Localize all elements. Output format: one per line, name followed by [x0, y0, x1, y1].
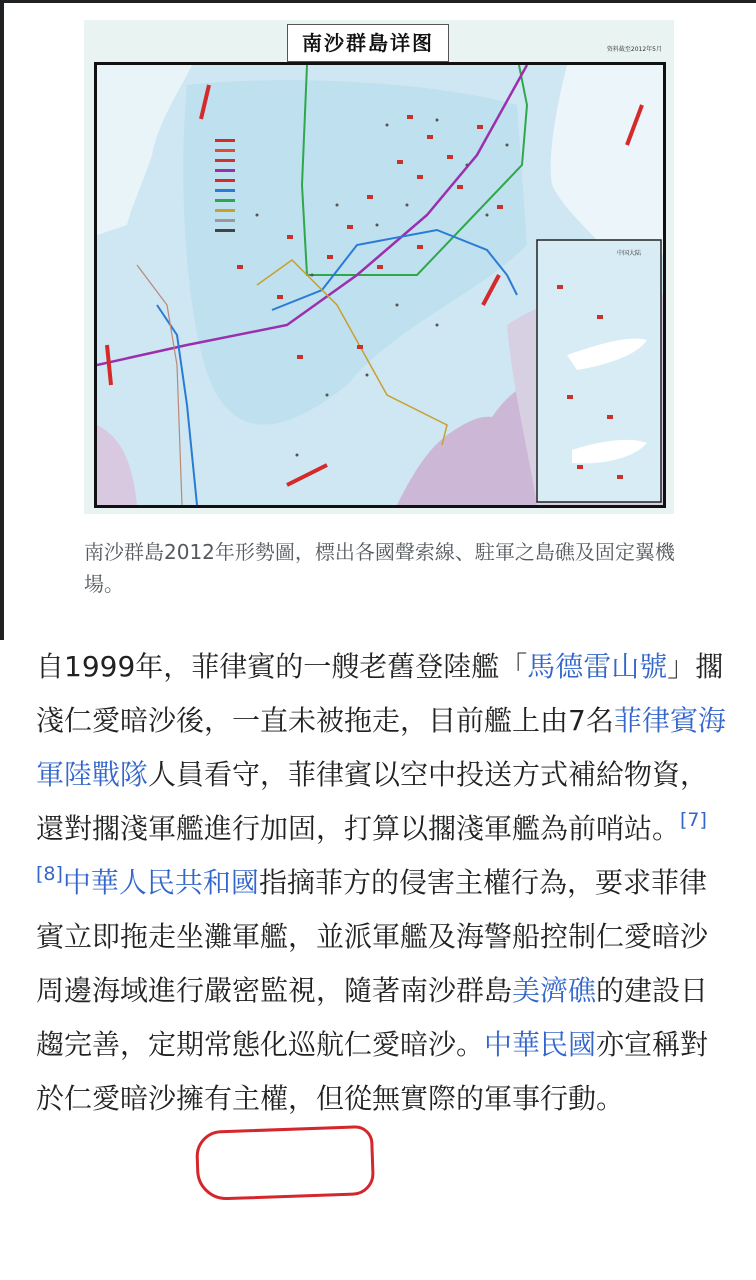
link-prc[interactable]: 中華人民共和國 — [62, 866, 259, 899]
link-mischief-reef[interactable]: 美濟礁 — [512, 974, 597, 1007]
map-title: 南沙群島详图 — [287, 24, 449, 62]
text-segment: 指摘菲方的侵害主權行為，要求菲律賓立即拖走坐灘軍艦，並派軍艦及海警船控制仁愛暗沙周邊海域進行嚴密監視，隨著南沙群島 — [36, 866, 709, 1007]
map-figure[interactable] — [84, 20, 674, 514]
text-segment: 」擱淺仁愛暗沙後，一直未被拖走，目前艦上由7名 — [36, 650, 724, 737]
map-image — [94, 62, 666, 508]
left-border — [0, 0, 4, 640]
link-brp-sierra-madre[interactable]: 馬德雷山號 — [527, 650, 668, 683]
link-philippine-marine-corps[interactable]: 菲律賓海軍陸戰隊 — [36, 704, 726, 791]
top-border — [0, 0, 756, 3]
figure-caption: 南沙群島2012年形勢圖，標出各國聲索線、駐軍之島礁及固定翼機場。 — [84, 540, 675, 596]
text-segment: 的建設日趨完善，定期常態化巡航仁愛暗沙。 — [36, 974, 709, 1061]
inset-label: 中国大陆 — [617, 250, 642, 257]
map-date-note: 资料截至2012年5月 — [606, 46, 662, 53]
text-segment: 人員看守，菲律賓以空中投送方式補給物資，還對擱淺軍艦進行加固，打算以擱淺軍艦為前哨站。 — [36, 758, 709, 845]
reference-8[interactable]: [8] — [36, 863, 63, 885]
south-china-sea-map — [97, 65, 663, 505]
text-segment: 亦宣稱對於仁愛暗沙擁有主權，但從無實際的軍事行動。 — [36, 1028, 709, 1115]
hand-drawn-circle-annotation — [195, 1125, 375, 1201]
reference-7[interactable]: [7] — [680, 809, 707, 831]
article-paragraph — [36, 640, 726, 1126]
text-segment: 自1999年，菲律賓的一艘老舊登陸艦「 — [36, 650, 528, 683]
link-roc[interactable]: 中華民國 — [484, 1028, 597, 1061]
inset-map-box — [537, 240, 661, 502]
